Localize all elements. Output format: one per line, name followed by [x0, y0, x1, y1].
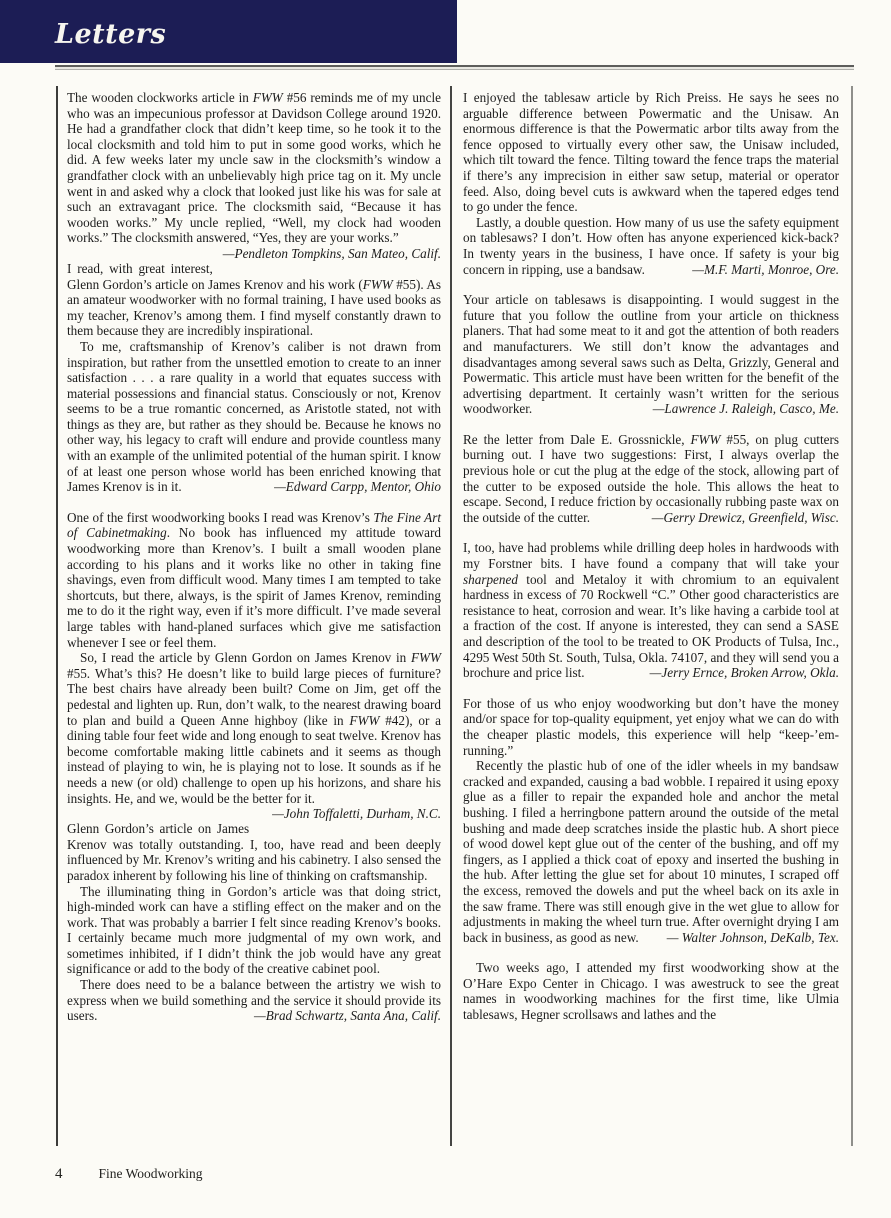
- column-divider: [450, 86, 452, 1146]
- letter-paragraph: Recently the plastic hub of one of the idler wheels in my bandsaw cracked and expanded, causing a bad wobble. I repaired it using epoxy glue as a filler to repair the expanded hole and anchor the metal bushing. I filed a herringbone pattern around the outside of the metal bushing and made deep scratches inside the plastic hub. A short piece of wood dowel kept glue out of the center of the bushing, and off my fingers, as I applied a thick coat of epoxy and inserted the bushing in the hub. After letting the glue set for about 10 minutes, I scraped off the excess, removed the dowels and put the wheel back on its axle in the saw frame. There was still enough give in the wet glue to allow for adjustments in making the wheel turn true. After overnight drying I am back in business, as good as new. — Walter Johnson, DeKalb, Tex.: [463, 758, 839, 945]
- letter-signature: —M.F. Marti, Monroe, Ore.: [692, 261, 839, 277]
- page-number: 4: [55, 1166, 63, 1182]
- letter-signature: — Walter Johnson, DeKalb, Tex.: [666, 929, 839, 945]
- letter: [463, 960, 839, 1022]
- letter-paragraph: To me, craftsmanship of Krenov’s caliber is not drawn from inspiration, but rather from the unsettled emotion to create to an inner satisfaction . . . a rare quality in a world that equates success with material possessions and financial status. Consciously or not, Krenov seems to be a true romantic concerned, as Aristotle stated, not with things as they are, but rather as they should be. Because he knows no other way, his legacy to craft will endure and provide countless many with an example of the unlimited potential of the human spirit. I know of at least one person whose world has been enriched knowing that James Krenov is in it. —Edward Carpp, Mentor, Ohio: [67, 338, 441, 495]
- letter-signature: —Jerry Ernce, Broken Arrow, Okla.: [649, 665, 839, 681]
- letter: [67, 509, 442, 822]
- magazine-name: Fine Woodworking: [98, 1166, 203, 1181]
- letter: [463, 540, 839, 680]
- letter-paragraph: I read, with great interest, Glenn Gordon’s article on James Krenov and his work (FWW #55). As an amateur woodworker with no formal training, I have used books as my teacher, Krenov’s among them. I find myself constantly drawn to them because they are incredibly inspirational.: [67, 260, 441, 339]
- column-1: [67, 90, 441, 1039]
- page-title: Letters: [55, 19, 167, 50]
- letter: [463, 292, 839, 417]
- footer: [55, 1166, 455, 1183]
- letter-signature: —Brad Schwartz, Santa Ana, Calif.: [254, 1008, 441, 1024]
- letter-paragraph: So, I read the article by Glenn Gordon on James Krenov in FWW #55. What’s this? He doesn’t like to build large pieces of furniture? The best chairs have already been built? Come on Jim, get off the pedestal and lighten up. Run, don’t walk, to the nearest drawing board to plan and build a Queen Anne highboy (like in FWW #42), or a dining table four feet wide and long enough to seat twelve. Krenov has become comfortable making little cabinets and it seems as though instead of playing to win, he is playing not to lose. It sounds as if he needs a new (or old) challenge to open up his horizons, and share his insights. He, and we, would be the better for it. —John Toffaletti, Durham, N.C.: [67, 650, 442, 822]
- letter-paragraph: Your article on tablesaws is disappointing. I would suggest in the future that you follow the outline from your article on thickness planers. That had some meat to it and got the attention of both readers and manufacturers. We still don’t know the advantages and disadvantages among several saws such as Delta, Grizzly, General and Powermatic. This article must have been written for the benefit of the advertising department. It certainly wasn’t written for the serious woodworker. —Lawrence J. Raleigh, Casco, Me.: [463, 292, 839, 417]
- letter-signature: —John Toffaletti, Durham, N.C.: [272, 806, 441, 822]
- letter: [463, 90, 839, 277]
- letter-paragraph: I enjoyed the tablesaw article by Rich Preiss. He says he sees no arguable difference between Powermatic and the Unisaw. An enormous difference is that the Powermatic arbor tilts away from the fence opposed to virtually every other saw, the Unisaw included, which tilt toward the fence. Tilting toward the fence traps the material if there’s any imprecision in either saw setup, material or operator feed. Also, doing bevel cuts is awkward when the tapered edges tend to go under the fence.: [463, 90, 839, 215]
- letter-signature: —Pendleton Tompkins, San Mateo, Calif.: [222, 245, 441, 261]
- letter-paragraph: The illuminating thing in Gordon’s article was that doing strict, high-minded work can have a stifling effect on the maker and on the work. That was probably a barrier I felt since reading Krenov’s books. I certainly became much more judgmental of my own work, and sometimes inhibited, if I didn’t think the job would have any great significance or add to the body of the creative cabinet pool.: [67, 883, 441, 977]
- letter-paragraph: Re the letter from Dale E. Grossnickle, FWW #55, on plug cutters burning out. I have two suggestions: First, I always overlap the previous hole or cut the plug at the edge of the stock, allowing part of the cutter to be exposed outside the hole. This allows the heat to escape. Second, I reduce friction by occasionally rubbing paste wax on the outside of the cutter. —Gerry Drewicz, Greenfield, Wisc.: [463, 431, 839, 525]
- header-rule: [55, 65, 854, 70]
- letter-paragraph: Two weeks ago, I attended my first woodworking show at the O’Hare Expo Center in Chicago. I was awestruck to see the great names in woodworking machines for the first time, like Ulmia tablesaws, Hegner scrollsaws and lathes and the: [463, 960, 839, 1023]
- letter-signature: —Gerry Drewicz, Greenfield, Wisc.: [651, 509, 839, 525]
- letter-signature: —Edward Carpp, Mentor, Ohio: [274, 479, 441, 495]
- letter-paragraph: One of the first woodworking books I read was Krenov’s The Fine Art of Cabinetmaking. No book has influenced my attitude toward woodworking more than Krenov’s. I built a small wooden plane according to his plans and it works like no other in taking fine shavings, even from difficult wood. Many times I am tempted to take shortcuts, but there, always, is the spirit of James Krenov, reminding me to do it the right way, even if it’s more difficult. I’ve made several large tables with hand-planed surfaces which give me satisfaction whenever I see or feel them.: [67, 509, 442, 650]
- letter-paragraph: The wooden clockworks article in FWW #56 reminds me of my uncle who was an impecunious professor at Davidson College around 1920. He had a grandfather clock that didn’t keep time, so he took it to the local clocksmith and told him to put in some good works, which he did. A few weeks later my uncle saw in the clocksmith’s window a grandfather clock with an unbelievably high price tag on it. My uncle went in and asked why a clock that looked just like his was for sale at such an extravagant price. The clocksmith said, “Because it has wooden works.” My uncle replied, “Well, my clock had wooden works.” The clocksmith answered, “Yes, they are your works.” —Pendleton Tompkins, San Mateo, Calif.: [67, 90, 441, 261]
- letter: [67, 821, 441, 1024]
- letter: [463, 696, 839, 946]
- letter-paragraph: For those of us who enjoy woodworking but don’t have the money and/or space for top-quality equipment, yet enjoy what we can do with the cheaper plastic models, this experience will help “keep-’em-running.”: [463, 695, 839, 758]
- right-column-rule: [851, 86, 853, 1146]
- letter-paragraph: Lastly, a double question. How many of us use the safety equipment on tablesaws? I don’t. How often has anyone experienced kick-back? In twenty years in the business, I have once. If safety is your big concern in ripping, use a bandsaw. —M.F. Marti, Monroe, Ore.: [463, 214, 839, 277]
- letter-paragraph: Glenn Gordon’s article on James Krenov was totally outstanding. I, too, have read and been deeply influenced by Mr. Krenov’s writing and his cabinetry. I also sensed the paradox inherent by following his line of thinking on craftsmanship.: [67, 821, 441, 883]
- column-2: [463, 90, 839, 1038]
- letter: [67, 90, 441, 261]
- letter: [463, 432, 839, 526]
- letter-paragraph: There does need to be a balance between the artistry we wish to express when we build something and the service it should provide its users. —Brad Schwartz, Santa Ana, Calif.: [67, 977, 441, 1024]
- letter-signature: —Lawrence J. Raleigh, Casco, Me.: [652, 401, 839, 417]
- left-column-rule: [56, 86, 58, 1146]
- letter-paragraph: I, too, have had problems while drilling deep holes in hardwoods with my Forstner bits. I have found a company that will take your sharpened tool and Metaloy it with chromium to an equivalent hardness in excess of 70 Rockwell “C.” Other good characteristics are resistance to heat, corrosion and wear. It’s like having a carbide tool at a fraction of the cost. If anyone is interested, they can send a SASE and description of the tool to be treated to OK Products of Tulsa, Inc., 4295 West 50th St. South, Tulsa, Okla. 74107, and they will send you a brochure and price list. —Jerry Ernce, Broken Arrow, Okla.: [463, 540, 840, 681]
- letter: [67, 261, 441, 495]
